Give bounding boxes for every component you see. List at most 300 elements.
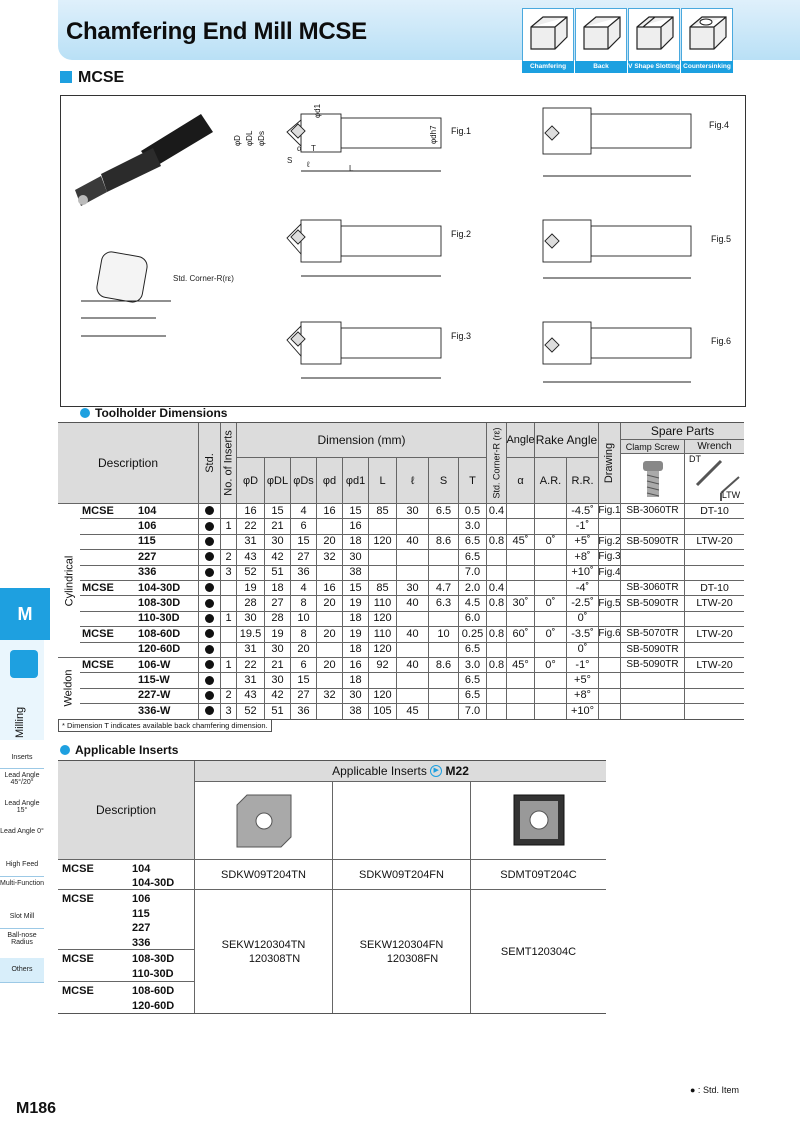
row-dim-Ds: 8 — [290, 595, 316, 610]
row-clamp: SB-5090TR — [620, 657, 684, 672]
row-dim-DL: 15 — [264, 503, 290, 518]
row-inserts: 3 — [220, 565, 236, 580]
insert-code: SDKW09T204TN — [194, 859, 332, 889]
row-fig: Fig.4 — [598, 565, 620, 580]
row-ar — [534, 688, 566, 703]
row-inserts — [220, 626, 236, 641]
row-dim-T: 6.5 — [458, 642, 486, 657]
row-dim-T: 0.5 — [458, 503, 486, 518]
row-rr: -1˚ — [566, 518, 598, 533]
row-alpha — [506, 518, 534, 533]
row-dim-T: 6.5 — [458, 549, 486, 564]
row-dim-S — [428, 611, 458, 626]
row-dim-S: 4.7 — [428, 580, 458, 595]
row-ar: 0˚ — [534, 534, 566, 549]
row-code: 106 — [138, 520, 157, 533]
inserts-heading: Applicable Inserts — [60, 743, 178, 757]
std-bullet — [198, 595, 220, 610]
row-code: 120-60D — [138, 643, 181, 656]
dim-L: L — [349, 164, 354, 173]
row-dim-S — [428, 642, 458, 657]
row-dim-D: 52 — [236, 703, 264, 718]
row-code: 227 — [138, 550, 157, 563]
row-dim-DL: 51 — [264, 703, 290, 718]
sidebar-item-inserts[interactable]: Inserts — [0, 748, 44, 769]
row-fig — [598, 642, 620, 657]
std-bullet — [198, 703, 220, 718]
dim-T: T — [311, 144, 316, 153]
row-dim-d — [316, 611, 342, 626]
std-bullet — [198, 657, 220, 672]
row-wrench: LTW-20 — [684, 595, 744, 610]
fig5-label: Fig.5 — [711, 234, 732, 244]
row-ar — [534, 503, 566, 518]
row-corner — [486, 672, 506, 687]
inserts-description-header: Description — [58, 761, 194, 859]
row-dim-d1: 38 — [342, 565, 368, 580]
row-dim-l: 30 — [396, 580, 428, 595]
dim-Ds: φDs — [257, 131, 266, 146]
row-corner — [486, 611, 506, 626]
col-rake: Rake Angle — [534, 423, 598, 457]
row-inserts — [220, 534, 236, 549]
row-ar — [534, 672, 566, 687]
row-dim-l: 40 — [396, 657, 428, 672]
row-alpha — [506, 565, 534, 580]
row-dim-S — [428, 518, 458, 533]
row-inserts: 2 — [220, 688, 236, 703]
row-dim-d1: 16 — [342, 657, 368, 672]
std-bullet — [198, 503, 220, 518]
row-fig — [598, 518, 620, 533]
std-bullet — [198, 534, 220, 549]
row-dim-Ds: 15 — [290, 672, 316, 687]
row-dim-Ds: 10 — [290, 611, 316, 626]
row-ar — [534, 565, 566, 580]
drawing-panel — [60, 95, 746, 407]
row-code: 106-W — [138, 658, 171, 671]
row-clamp: SB-5090TR — [620, 595, 684, 610]
milling-icon — [10, 650, 38, 678]
chamfering-icon — [522, 8, 574, 62]
row-inserts — [220, 580, 236, 595]
row-dim-DL: 51 — [264, 565, 290, 580]
row-rr: +5˚ — [566, 534, 598, 549]
std-bullet — [198, 611, 220, 626]
row-clamp — [620, 703, 684, 718]
row-dim-L: 120 — [368, 534, 396, 549]
row-dim-D: 30 — [236, 611, 264, 626]
row-dim-Ds: 15 — [290, 534, 316, 549]
row-dim-DL: 30 — [264, 672, 290, 687]
row-dim-l — [396, 688, 428, 703]
row-dim-l — [396, 611, 428, 626]
row-dim-Ds: 27 — [290, 688, 316, 703]
std-bullet-icon — [205, 629, 214, 638]
std-corner-label: Std. Corner-R(rε) — [173, 274, 234, 283]
row-fig — [598, 672, 620, 687]
row-ar — [534, 611, 566, 626]
inserts-table — [58, 760, 606, 1014]
row-rr: -4˚ — [566, 580, 598, 595]
row-corner — [486, 549, 506, 564]
row-dim-l — [396, 642, 428, 657]
series-label: MCSE — [82, 658, 114, 671]
row-dim-S: 6.3 — [428, 595, 458, 610]
row-ar: 0° — [534, 657, 566, 672]
row-ar — [534, 703, 566, 718]
row-dim-D: 43 — [236, 549, 264, 564]
std-bullet — [198, 518, 220, 533]
row-dim-S — [428, 549, 458, 564]
series-label: MCSE — [82, 627, 114, 640]
std-bullet — [198, 688, 220, 703]
row-dim-T: 7.0 — [458, 565, 486, 580]
row-dim-D: 31 — [236, 534, 264, 549]
screw-image — [620, 453, 684, 503]
std-bullet — [198, 642, 220, 657]
row-fig: Fig.2 — [598, 534, 620, 549]
fig6-label: Fig.6 — [711, 336, 732, 346]
col-clamp: Clamp Screw — [620, 439, 684, 453]
row-inserts — [220, 672, 236, 687]
row-wrench — [684, 565, 744, 580]
row-corner: 0.8 — [486, 626, 506, 641]
row-alpha — [506, 703, 534, 718]
insert-image-fn — [332, 781, 470, 859]
dim-col-header: L — [368, 457, 396, 503]
insert-code: SDKW09T204FN — [332, 859, 470, 889]
dim-col-header: φd — [316, 457, 342, 503]
row-dim-d: 20 — [316, 534, 342, 549]
row-dim-Ds: 4 — [290, 503, 316, 518]
row-dim-DL: 42 — [264, 549, 290, 564]
row-code: 110-30D — [138, 612, 180, 625]
dim-col-header: ℓ — [396, 457, 428, 503]
row-wrench: LTW-20 — [684, 534, 744, 549]
row-corner — [486, 518, 506, 533]
row-clamp — [620, 688, 684, 703]
row-code: 227-W — [138, 689, 171, 702]
row-rr: +10° — [566, 703, 598, 718]
sidebar-item-lead-15[interactable]: Lead Angle 15° — [0, 798, 44, 827]
std-bullet — [198, 549, 220, 564]
row-fig — [598, 657, 620, 672]
technical-drawings — [61, 96, 745, 406]
col-description: Description — [97, 456, 159, 470]
row-dim-D: 31 — [236, 672, 264, 687]
std-bullet — [198, 672, 220, 687]
col-std: Std. — [198, 423, 220, 503]
row-fig — [598, 688, 620, 703]
row-dim-DL: 28 — [264, 611, 290, 626]
row-rr: +5° — [566, 672, 598, 687]
dim-col-header: φDL — [264, 457, 290, 503]
row-dim-d — [316, 642, 342, 657]
row-wrench — [684, 688, 744, 703]
row-corner — [486, 565, 506, 580]
row-dim-S: 8.6 — [428, 657, 458, 672]
alpha-header: α — [506, 457, 534, 503]
row-dim-L — [368, 672, 396, 687]
std-bullet-icon — [205, 614, 214, 623]
fig1-label: Fig.1 — [451, 126, 472, 136]
row-code: 104 — [138, 504, 157, 517]
row-dim-l — [396, 518, 428, 533]
row-wrench: DT-10 — [684, 503, 744, 518]
std-bullet-icon — [205, 583, 214, 592]
row-dim-DL: 19 — [264, 626, 290, 641]
row-dim-d1: 30 — [342, 688, 368, 703]
row-ar — [534, 642, 566, 657]
sidebar-item-lead-0[interactable]: Lead Angle 0° — [0, 826, 44, 855]
row-dim-L — [368, 518, 396, 533]
row-dim-T: 6.5 — [458, 534, 486, 549]
row-code: 115 — [138, 535, 156, 548]
row-wrench — [684, 611, 744, 626]
row-dim-DL: 21 — [264, 518, 290, 533]
row-dim-T: 6.5 — [458, 672, 486, 687]
row-dim-d — [316, 672, 342, 687]
insert-code-fn: SEKW120304FN 120308FN — [332, 889, 470, 1013]
row-wrench — [684, 518, 744, 533]
row-code: 336-W — [138, 704, 171, 717]
row-clamp: SB-5090TR — [620, 534, 684, 549]
row-fig — [598, 703, 620, 718]
row-dim-L: 110 — [368, 595, 396, 610]
row-alpha — [506, 549, 534, 564]
row-rr: -1° — [566, 657, 598, 672]
row-corner: 0.8 — [486, 534, 506, 549]
dim-col-header: T — [458, 457, 486, 503]
insert-code-c: SEMT120304C — [470, 889, 606, 1013]
row-ar — [534, 549, 566, 564]
row-fig — [598, 611, 620, 626]
row-dim-S: 8.6 — [428, 534, 458, 549]
row-dim-l: 40 — [396, 626, 428, 641]
row-dim-l — [396, 549, 428, 564]
row-dim-T: 3.0 — [458, 518, 486, 533]
dim-DL: φDL — [245, 130, 254, 146]
row-corner: 0.4 — [486, 580, 506, 595]
bullet-icon — [60, 745, 70, 755]
row-dim-S — [428, 565, 458, 580]
std-bullet — [198, 565, 220, 580]
row-alpha: 45° — [506, 657, 534, 672]
sidebar-item-high-feed[interactable]: High Feed — [0, 854, 44, 877]
fig3-label: Fig.3 — [451, 331, 472, 341]
series-label: MCSE — [82, 504, 114, 517]
row-alpha: 60˚ — [506, 626, 534, 641]
row-fig: Fig.3 — [598, 549, 620, 564]
sidebar-item-ballnose[interactable]: Ball-nose Radius — [0, 930, 44, 959]
row-corner: 0.8 — [486, 657, 506, 672]
row-dim-L: 120 — [368, 688, 396, 703]
row-dim-S — [428, 688, 458, 703]
row-clamp — [620, 611, 684, 626]
row-inserts: 1 — [220, 518, 236, 533]
row-ar — [534, 518, 566, 533]
row-dim-T: 0.25 — [458, 626, 486, 641]
sidebar-item-multi[interactable]: Multi-Function — [0, 878, 44, 907]
dim-D: φD — [233, 135, 242, 146]
row-rr: -3.5˚ — [566, 626, 598, 641]
toolholder-heading: Toolholder Dimensions — [80, 406, 227, 420]
row-alpha — [506, 503, 534, 518]
group-cylindrical: Cylindrical — [58, 503, 80, 657]
row-fig: Fig.6 — [598, 626, 620, 641]
row-dim-D: 28 — [236, 595, 264, 610]
fig2-label: Fig.2 — [451, 229, 472, 239]
row-dim-S — [428, 703, 458, 718]
row-inserts — [220, 642, 236, 657]
insert-code: SDMT09T204C — [470, 859, 606, 889]
row-dim-T: 6.5 — [458, 688, 486, 703]
row-code: 115-W — [138, 674, 170, 687]
std-bullet-icon — [205, 537, 214, 546]
product-heading: MCSE — [78, 69, 125, 86]
row-dim-d: 20 — [316, 657, 342, 672]
row-rr: 0˚ — [566, 642, 598, 657]
row-clamp — [620, 565, 684, 580]
row-wrench — [684, 549, 744, 564]
row-dim-DL: 30 — [264, 534, 290, 549]
row-dim-Ds: 36 — [290, 703, 316, 718]
app-label-chamfering: Chamfering — [522, 61, 574, 73]
ar-header: A.R. — [534, 457, 566, 503]
row-clamp — [620, 549, 684, 564]
row-dim-T: 6.0 — [458, 611, 486, 626]
row-dim-d: 32 — [316, 688, 342, 703]
row-dim-S: 6.5 — [428, 503, 458, 518]
row-dim-l: 45 — [396, 703, 428, 718]
dim-col-header: φd1 — [342, 457, 368, 503]
dim-col-header: φD — [236, 457, 264, 503]
page-number: M186 — [16, 1100, 57, 1117]
row-corner — [486, 703, 506, 718]
page-title: Chamfering End Mill MCSE — [66, 18, 367, 45]
row-dim-d1: 19 — [342, 626, 368, 641]
std-bullet-icon — [205, 676, 214, 685]
std-bullet-icon — [205, 691, 214, 700]
row-dim-T: 4.5 — [458, 595, 486, 610]
row-dim-T: 7.0 — [458, 703, 486, 718]
row-dim-D: 43 — [236, 688, 264, 703]
row-inserts: 1 — [220, 611, 236, 626]
row-dim-Ds: 8 — [290, 626, 316, 641]
row-dim-l: 40 — [396, 534, 428, 549]
app-label-v-slotting: V Shape Slotting — [628, 61, 680, 73]
countersinking-icon — [681, 8, 733, 62]
sidebar-item-others[interactable]: Others — [0, 958, 44, 983]
row-dim-d — [316, 703, 342, 718]
row-dim-L: 85 — [368, 580, 396, 595]
row-dim-S: 10 — [428, 626, 458, 641]
col-wrench: Wrench — [684, 439, 744, 453]
row-dim-d1: 15 — [342, 503, 368, 518]
fig4-label: Fig.4 — [709, 120, 730, 130]
sidebar-item-slot[interactable]: Slot Mill — [0, 906, 44, 929]
row-rr: +10˚ — [566, 565, 598, 580]
row-dim-DL: 21 — [264, 657, 290, 672]
row-dim-d: 20 — [316, 626, 342, 641]
row-dim-d: 16 — [316, 503, 342, 518]
row-inserts — [220, 595, 236, 610]
row-ar: 0˚ — [534, 595, 566, 610]
row-dim-d1: 18 — [342, 611, 368, 626]
std-bullet-icon — [205, 568, 214, 577]
back-chamfering-icon — [575, 8, 627, 62]
dimension-note: * Dimension T indicates available back chamfering dimension. — [58, 719, 272, 732]
row-dim-T: 3.0 — [458, 657, 486, 672]
row-alpha — [506, 688, 534, 703]
dim-alpha: α — [297, 144, 302, 153]
row-alpha — [506, 672, 534, 687]
row-dim-l — [396, 672, 428, 687]
row-clamp — [620, 518, 684, 533]
section-marker-icon — [60, 71, 72, 83]
row-dim-Ds: 4 — [290, 580, 316, 595]
row-dim-d: 32 — [316, 549, 342, 564]
std-bullet-icon — [205, 522, 214, 531]
col-angle: Angle — [506, 423, 534, 457]
ltw-label: LTW — [721, 490, 741, 500]
row-dim-d1: 15 — [342, 580, 368, 595]
row-dim-L: 120 — [368, 611, 396, 626]
row-dim-Ds: 36 — [290, 565, 316, 580]
row-corner: 0.4 — [486, 503, 506, 518]
section-tab-m[interactable]: M — [0, 588, 50, 640]
dim-d1: φd1 — [313, 103, 322, 118]
row-ar: 0˚ — [534, 626, 566, 641]
row-wrench: LTW-20 — [684, 657, 744, 672]
row-dim-D: 19.5 — [236, 626, 264, 641]
row-dim-L — [368, 565, 396, 580]
row-dim-Ds: 20 — [290, 642, 316, 657]
row-dim-L: 110 — [368, 626, 396, 641]
row-dim-l: 30 — [396, 503, 428, 518]
row-dim-D: 22 — [236, 518, 264, 533]
milling-label: Milling — [14, 706, 26, 738]
row-alpha — [506, 580, 534, 595]
inserts-row-1-desc: MCSE 104 104-30D — [58, 859, 194, 889]
row-wrench: DT-10 — [684, 580, 744, 595]
row-dim-d: 16 — [316, 580, 342, 595]
col-inserts: No. of Inserts — [220, 423, 236, 503]
row-dim-D: 16 — [236, 503, 264, 518]
row-corner — [486, 688, 506, 703]
std-bullet-icon — [205, 645, 214, 654]
row-dim-DL: 18 — [264, 580, 290, 595]
row-dim-S — [428, 672, 458, 687]
row-code: 336 — [138, 566, 157, 579]
row-inserts: 1 — [220, 657, 236, 672]
row-alpha: 45˚ — [506, 534, 534, 549]
row-dim-Ds: 6 — [290, 657, 316, 672]
dt-label: DT — [689, 454, 701, 464]
std-bullet-icon — [205, 706, 214, 715]
group-weldon: Weldon — [58, 657, 80, 719]
sidebar-item-lead-45[interactable]: Lead Angle 45°/20° — [0, 770, 44, 799]
row-clamp: SB-3060TR — [620, 580, 684, 595]
row-ar — [534, 580, 566, 595]
app-label-back-chamfering: Back Chamfering — [575, 61, 627, 73]
inserts-row-3-desc: MCSE 108-30D 110-30D — [58, 949, 194, 981]
row-clamp: SB-3060TR — [620, 503, 684, 518]
row-corner: 0.8 — [486, 595, 506, 610]
row-clamp: SB-5090TR — [620, 642, 684, 657]
row-dim-d1: 19 — [342, 595, 368, 610]
